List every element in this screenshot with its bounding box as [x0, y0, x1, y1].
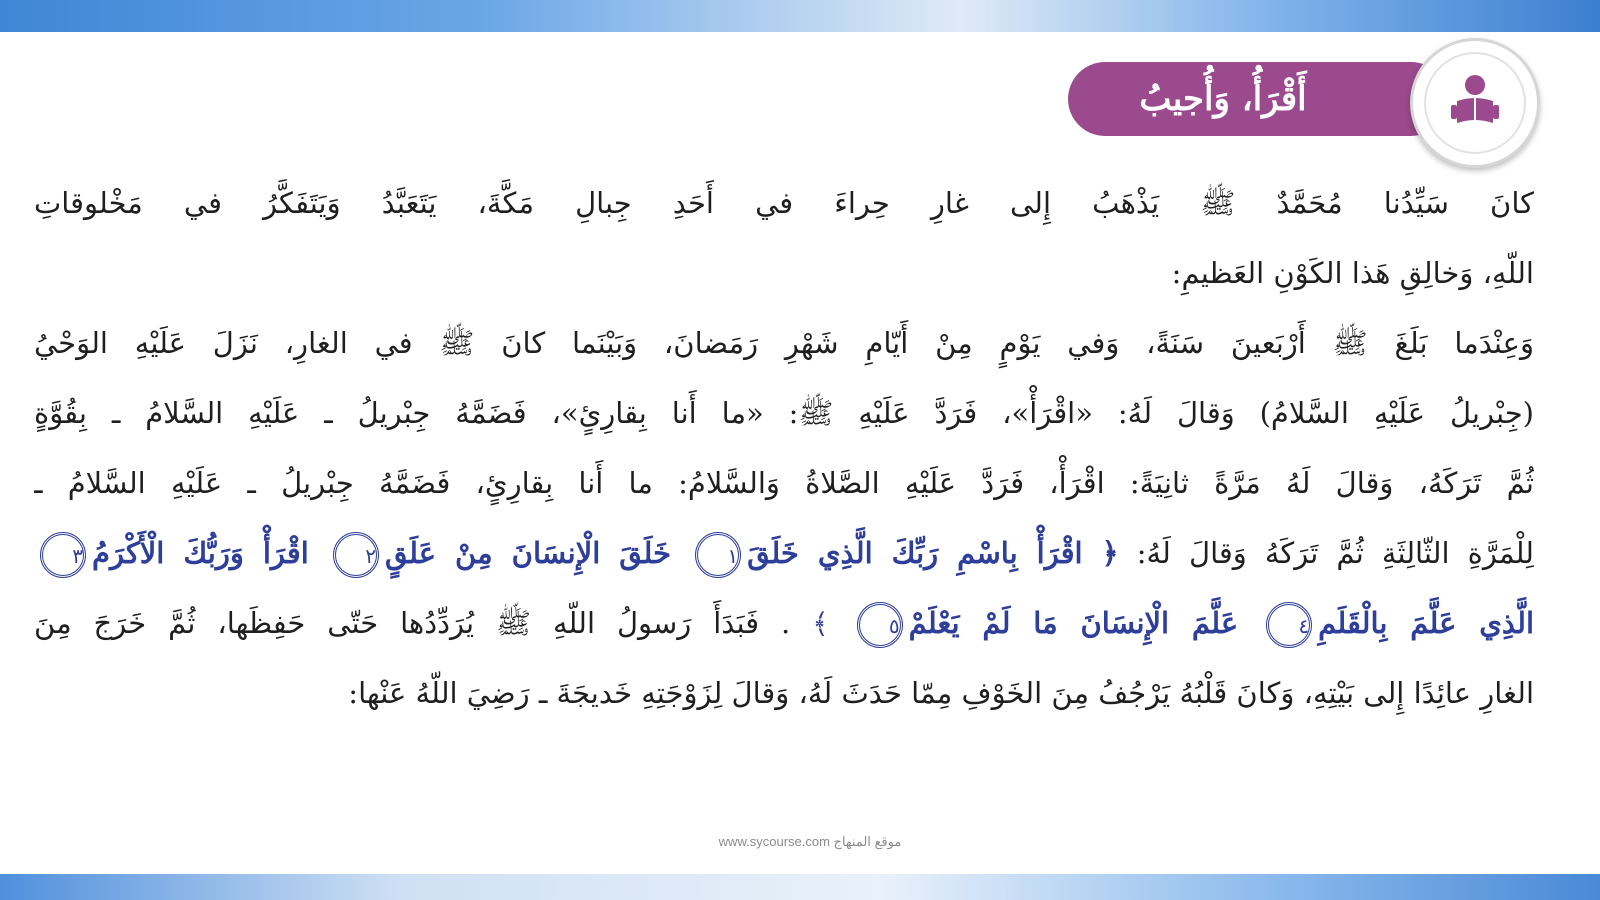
ayah-number-1: ١: [695, 532, 741, 578]
reader-icon: [1443, 71, 1507, 135]
passage-line-6-text: لِلْمَرَّةِ الثّالِثَةِ ثُمَّ تَرَكَهُ وَقالَ لَهُ:: [1136, 536, 1534, 570]
quran-close-bracket: ﴾: [812, 607, 829, 640]
ayah-number-5: ٥: [857, 602, 903, 648]
reading-passage: [34, 168, 1534, 728]
reader-badge: [1410, 38, 1540, 168]
quran-verse-3: اقْرَأْ وَرَبُّكَ الْأَكْرَمُ: [92, 536, 309, 570]
passage-line-7-text: . فَبَدَأَ رَسولُ اللّهِ ﷺ يُرَدِّدُها حَتّى حَفِظَها، ثُمَّ خَرَجَ مِنَ: [34, 606, 791, 640]
passage-line-3: وَعِنْدَما بَلَغَ ﷺ أَرْبَعينَ سَنَةً، وَفي يَوْمٍ مِنْ أَيّامِ شَهْرِ رَمَضانَ، وَبَيْنَما كانَ ﷺ في الغارِ، نَزَلَ عَلَيْهِ الوَحْيُ: [34, 326, 1534, 360]
ayah-number-2: ٢: [333, 532, 379, 578]
passage-line-4: (جِبْريلُ عَلَيْهِ السَّلامُ) وَقالَ لَهُ: «اقْرَأْ»، فَرَدَّ عَلَيْهِ ﷺ: «ما أَنا بِقارِئٍ»، فَضَمَّهُ جِبْريلُ ـ عَلَيْهِ السَّلامُ ـ بِقُوَّةٍ: [34, 396, 1534, 430]
section-title: أَقْرَأُ، وَأُجيبُ: [1139, 79, 1307, 119]
section-title-pill: [1068, 62, 1448, 136]
passage-line-8: الغارِ عائِدًا إِلى بَيْتِهِ، وَكانَ قَلْبُهُ يَرْجُفُ مِنَ الخَوْفِ مِمّا حَدَثَ لَهُ، وَقالَ لِزَوْجَتِهِ خَديجَةَ ـ رَضِيَ اللّهُ عَنْها:: [348, 676, 1534, 710]
quran-verse-1: ﴿ اقْرَأْ بِاسْمِ رَبِّكَ الَّذِي خَلَقَ: [747, 536, 1119, 570]
passage-line-7: [34, 588, 1534, 658]
passage-line-1: كانَ سَيِّدُنا مُحَمَّدٌ ﷺ يَذْهَبُ إِلى غارِ حِراءَ في أَحَدِ جِبالِ مَكَّةَ، يَتَعَبَّدُ وَيَتَفَكَّرُ في مَخْلوقاتِ: [34, 186, 1534, 220]
ayah-number-4: ٤: [1266, 602, 1312, 648]
quran-verse-2: خَلَقَ الْإِنسَانَ مِنْ عَلَقٍ: [384, 536, 672, 570]
passage-line-2: اللّهِ، وَخالِقِ هَذا الكَوْنِ العَظيمِ:: [1171, 256, 1534, 290]
sky-bottom-strip: [0, 874, 1600, 900]
passage-line-5: ثُمَّ تَرَكَهُ، وَقالَ لَهُ مَرَّةً ثانِيَةً: اقْرَأْ، فَرَدَّ عَلَيْهِ الصَّلاةُ وَالسَّلامُ: ما أَنا بِقارِئٍ، فَضَمَّهُ جِبْريلُ ـ عَلَيْهِ السَّلامُ ـ: [34, 466, 1534, 500]
quran-verse-5: عَلَّمَ الْإِنسَانَ مَا لَمْ يَعْلَمْ: [908, 606, 1239, 640]
sky-top-strip: [0, 0, 1600, 32]
site-watermark: www.sycourse.com موقع المنهاج: [718, 834, 902, 849]
passage-line-6: [34, 518, 1534, 588]
quran-verse-4: الَّذِي عَلَّمَ بِالْقَلَمِ: [1318, 606, 1534, 640]
ayah-number-3: ٣: [40, 532, 86, 578]
